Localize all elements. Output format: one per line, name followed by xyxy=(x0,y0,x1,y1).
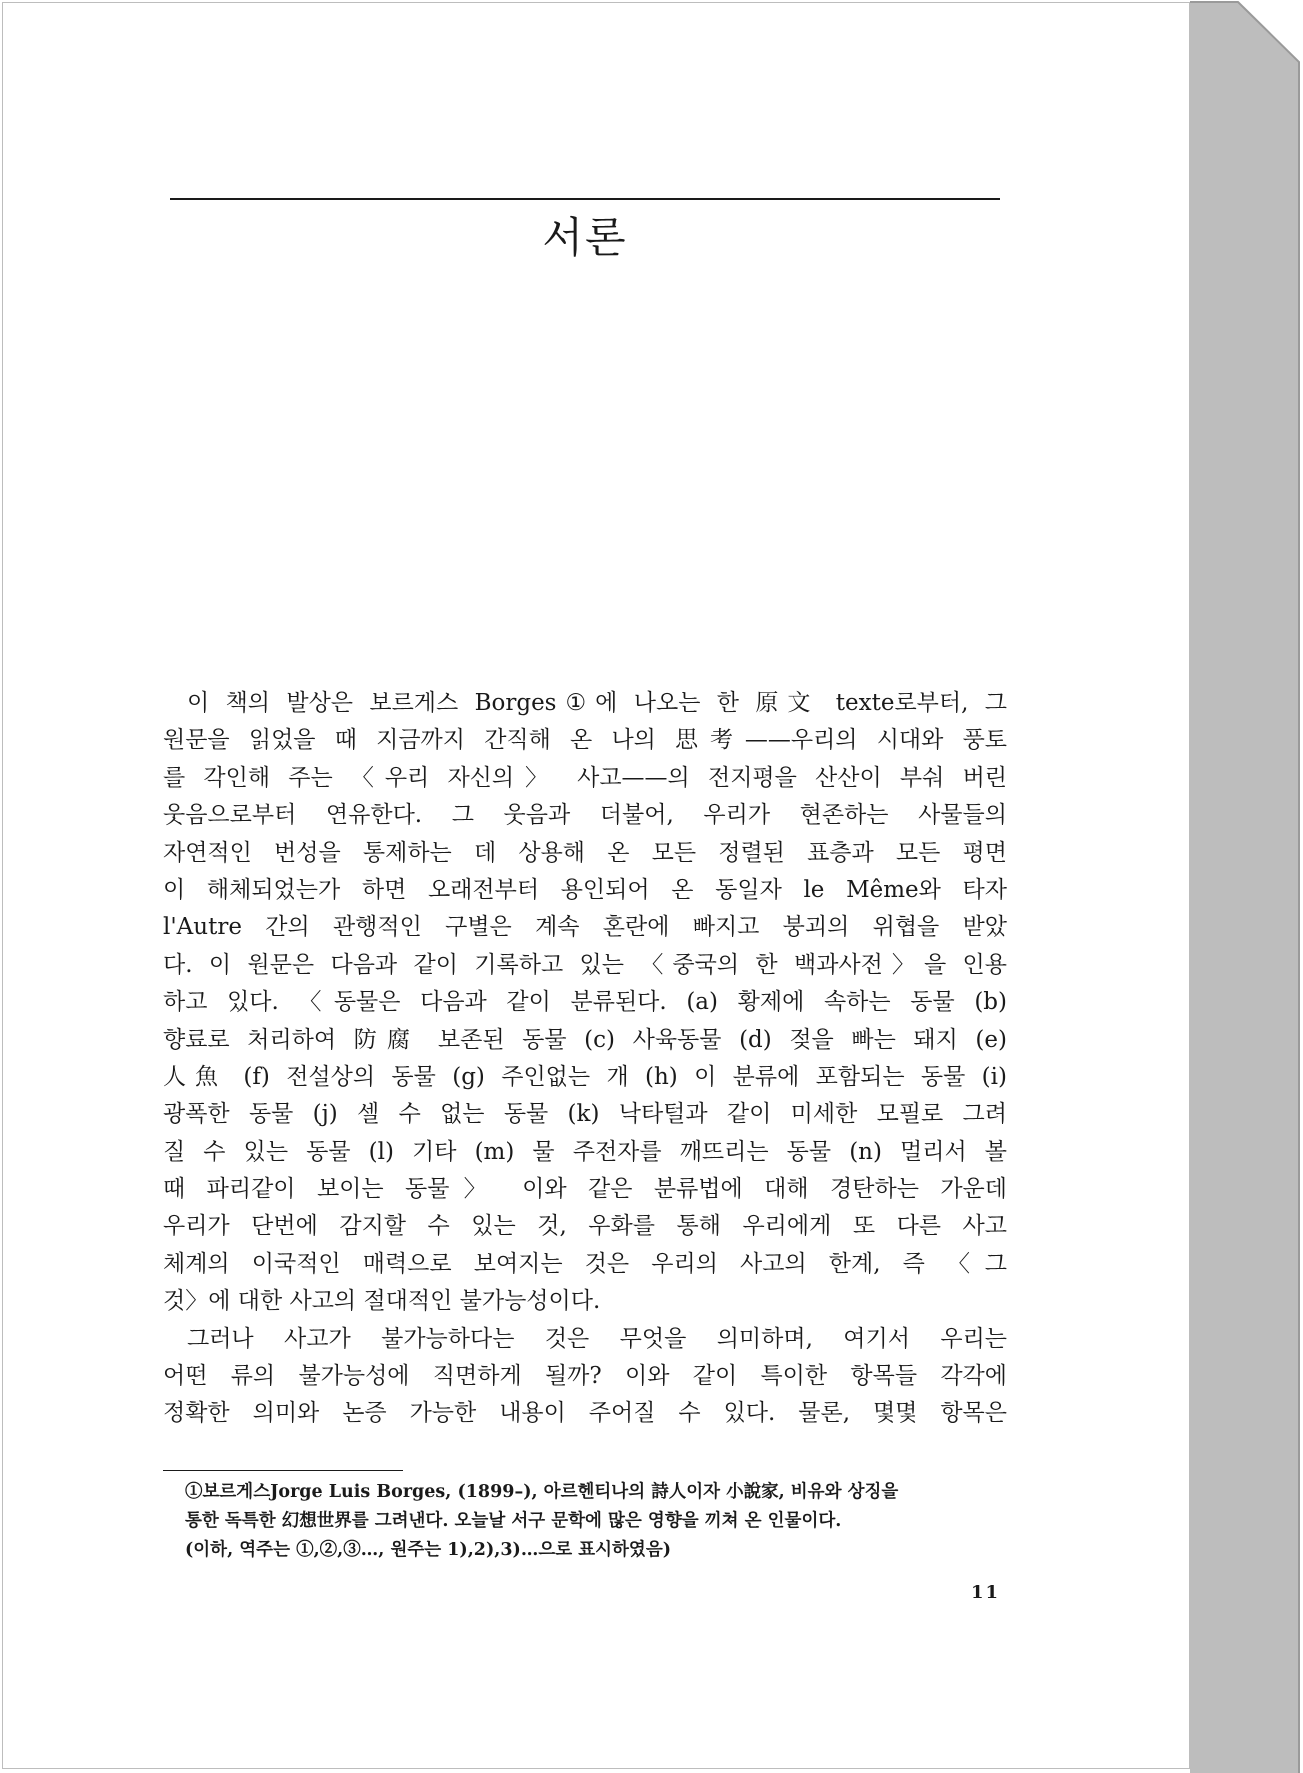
body-line: 다. 이 원문은 다음과 같이 기록하고 있는 〈중국의 한 백과사전〉을 인용 xyxy=(163,951,1007,978)
body-line: 이 해체되었는가 하면 오래전부터 용인되어 온 동일자 le Même와 타자 xyxy=(163,876,1007,903)
body-line: 자연적인 번성을 통제하는 데 상용해 온 모든 정렬된 표층과 모든 평면 xyxy=(163,839,1007,866)
footnote-line: 통한 독특한 幻想世界를 그려낸다. 오늘날 서구 문학에 많은 영향을 끼쳐 온 인물이다. xyxy=(185,1511,842,1531)
body-line: 정확한 의미와 논증 가능한 내용이 주어질 수 있다. 물론, 몇몇 항목은 xyxy=(163,1400,1007,1427)
body-line: 원문을 읽었을 때 지금까지 간직해 온 나의 思考——우리의 시대와 풍토 xyxy=(163,727,1007,754)
chapter-title-rule xyxy=(170,198,1000,200)
body-line: 人魚 (f) 전설상의 동물 (g) 주인없는 개 (h) 이 분류에 포함되는 동물 (i) xyxy=(163,1063,1007,1090)
page-number: 11 xyxy=(970,1582,1000,1603)
chapter-title: 서론 xyxy=(542,213,628,262)
body-line: 웃음으로부터 연유한다. 그 웃음과 더불어, 우리가 현존하는 사물들의 xyxy=(163,802,1007,829)
body-line: 향료로 처리하여 防腐 보존된 동물 (c) 사육동물 (d) 젖을 빠는 돼지 (e) xyxy=(163,1026,1007,1053)
body-line: 이 책의 발상은 보르게스 Borges①에 나오는 한 原文 texte로부터, 그 xyxy=(187,690,1007,716)
body-line: 를 각인해 주는 〈우리 자신의〉 사고——의 전지평을 산산이 부숴 버린 xyxy=(163,764,1007,791)
body-line: 것〉에 대한 사고의 절대적인 불가능성이다. xyxy=(163,1288,601,1315)
body-line: l'Autre 간의 관행적인 구별은 계속 혼란에 빠지고 붕괴의 위협을 받았 xyxy=(163,914,1007,941)
body-line: 그러나 사고가 불가능하다는 것은 무엇을 의미하며, 여기서 우리는 xyxy=(187,1325,1007,1352)
body-line: 우리가 단번에 감지할 수 있는 것, 우화를 통해 우리에게 또 다른 사고 xyxy=(163,1213,1007,1240)
body-text xyxy=(163,685,1007,1433)
body-line: 어떤 류의 불가능성에 직면하게 될까? 이와 같이 특이한 항목들 각각에 xyxy=(163,1363,1007,1390)
body-line: 하고 있다. 〈동물은 다음과 같이 분류된다. (a) 황제에 속하는 동물 (b) xyxy=(163,989,1007,1016)
body-line: 광폭한 동물 (j) 셀 수 없는 동물 (k) 낙타털과 같이 미세한 모필로 그려 xyxy=(163,1101,1007,1128)
footnote-rule xyxy=(163,1470,403,1471)
footnote xyxy=(185,1478,1007,1565)
body-line: 체계의 이국적인 매력으로 보여지는 것은 우리의 사고의 한계, 즉 〈그 xyxy=(163,1250,1007,1277)
body-line: 질 수 있는 동물 (l) 기타 (m) 물 주전자를 깨뜨리는 동물 (n) 멀리서 볼 xyxy=(163,1138,1007,1165)
body-line: 때 파리같이 보이는 동물〉 이와 같은 분류법에 대해 경탄하는 가운데 xyxy=(163,1176,1007,1203)
footnote-line: (이하, 역주는 ①,②,③…, 원주는 1),2),3)…으로 표시하였음) xyxy=(185,1540,672,1560)
footnote-line: ①보르게스Jorge Luis Borges, (1899–), 아르헨티나의 詩人이자 小說家, 비유와 상징을 xyxy=(185,1482,899,1502)
book-side-face xyxy=(1190,2,1299,1773)
